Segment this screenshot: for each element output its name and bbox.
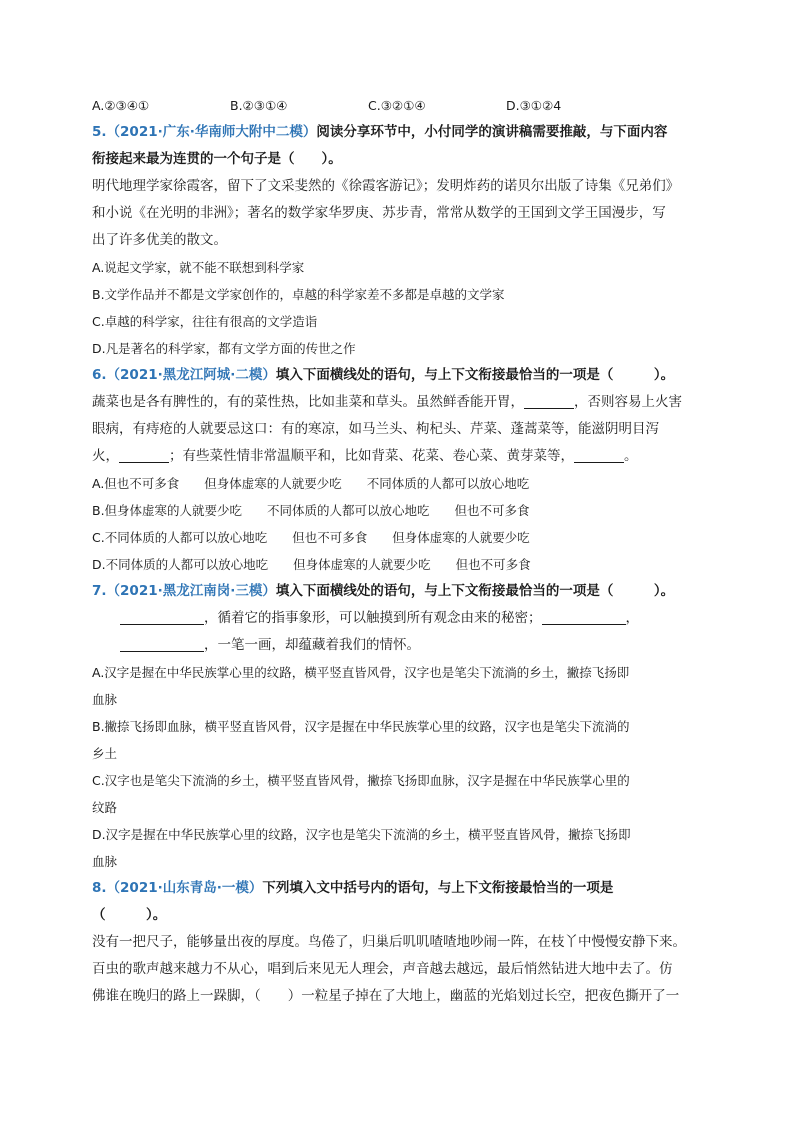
q8-stem-line2: （ ）。: [92, 907, 167, 923]
q7-source: （2021·黑龙江南岗·三模）: [106, 583, 276, 599]
q5-option-c[interactable]: C.卓越的科学家，往往有很高的文学造诣: [92, 314, 318, 329]
q4-option-a[interactable]: A.②③④①: [92, 98, 150, 113]
q6-option-a[interactable]: A.但也不可多食 但身体虚寒的人就要少吃 不同体质的人都可以放心地吃: [92, 476, 530, 491]
q8-source: （2021·山东青岛·一模）: [106, 880, 263, 896]
q7-number: 7.: [92, 583, 107, 599]
q8-passage-line: 佛谁在晚归的路上一跺脚，（ ）一粒星子掉在了大地上，幽蓝的光焰划过长空，把夜色撕开了一: [92, 988, 680, 1004]
q7-option-d-cont[interactable]: 血脉: [92, 854, 118, 869]
q7-passage-line1: [92, 605, 702, 632]
q6-blank-2: [119, 447, 169, 463]
q6-text: ，否则容易上火害: [574, 394, 682, 410]
q7-option-a[interactable]: A.汉字是握在中华民族掌心里的纹路，横平竖直皆风骨，汉字也是笔尖下流淌的乡土，撇捺飞扬即: [92, 665, 630, 680]
q7-text: ，一笔一画，却蕴藏着我们的情怀。: [204, 637, 420, 653]
q8-passage-line: 百虫的歌声越来越力不从心，唱到后来见无人理会，声音越去越远，最后悄然钻进大地中去了。仿: [92, 961, 673, 977]
q6-text: 火，: [92, 448, 119, 464]
q6-passage-line3: [92, 443, 702, 470]
q7-option-b-cont[interactable]: 乡土: [92, 746, 118, 761]
q6-text: ；有些菜性情非常温顺平和，比如背菜、花菜、卷心菜、黄芽菜等，: [169, 448, 574, 464]
q5-number: 5.: [92, 124, 107, 140]
q4-option-b[interactable]: B.②③①④: [230, 98, 288, 113]
q7-option-b[interactable]: B.撇捺飞扬即血脉，横平竖直皆风骨，汉字是握在中华民族掌心里的纹路，汉字也是笔尖下流淌的: [92, 719, 630, 734]
q5-option-d[interactable]: D.凡是著名的科学家，都有文学方面的传世之作: [92, 341, 356, 356]
q5-option-a[interactable]: A.说起文学家，就不能不联想到科学家: [92, 260, 305, 275]
q5-passage-line: 出了许多优美的散文。: [92, 232, 227, 248]
q5-option-b[interactable]: B.文学作品并不都是文学家创作的，卓越的科学家差不多都是卓越的文学家: [92, 287, 505, 302]
q6-text: 。: [624, 448, 638, 464]
q8-stem-line1: [92, 875, 702, 902]
q4-option-d[interactable]: D.③①②4: [506, 98, 562, 113]
q6-passage-line1: [92, 389, 702, 416]
q6-option-d[interactable]: D.不同体质的人都可以放心地吃 但身体虚寒的人就要少吃 但也不可多食: [92, 557, 531, 572]
q5-passage-line: 明代地理学家徐霞客，留下了文采斐然的《徐霞客游记》；发明炸药的诺贝尔出版了诗集《兄弟们》: [92, 178, 680, 194]
q6-number: 6.: [92, 367, 107, 383]
q6-passage-line2: 眼病，有痔疮的人就要忌这口：有的寒凉，如马兰头、枸杞头、芹菜、蓬蒿菜等，能滋阴明目泻: [92, 421, 659, 437]
q4-options: [92, 92, 702, 119]
q7-option-d[interactable]: D.汉字是握在中华民族掌心里的纹路，汉字也是笔尖下流淌的乡土，横平竖直皆风骨，撇捺飞扬即: [92, 827, 631, 842]
q7-text: ，循着它的指事象形，可以触摸到所有观念由来的秘密；: [204, 610, 542, 626]
q5-stem-line1: [92, 119, 702, 146]
q7-text: ，: [625, 610, 639, 626]
q7-option-c-cont[interactable]: 纹路: [92, 800, 118, 815]
q6-blank-1: [524, 393, 574, 409]
q8-number: 8.: [92, 880, 107, 896]
document-content: [92, 92, 702, 1010]
q6-source: （2021·黑龙江阿城·二模）: [106, 367, 276, 383]
q6-option-b[interactable]: B.但身体虚寒的人就要少吃 不同体质的人都可以放心地吃 但也不可多食: [92, 503, 530, 518]
q5-source: （2021·广东·华南师大附中二模）: [106, 124, 317, 140]
q5-stem: 阅读分享环节中，小付同学的演讲稿需要推敲，与下面内容: [316, 124, 668, 140]
q6-stem: 填入下面横线处的语句，与上下文衔接最恰当的一项是（ ）。: [275, 367, 675, 383]
q6-text: 蔬菜也是各有脾性的，有的菜性热，比如韭菜和草头。虽然鲜香能开胃，: [92, 394, 524, 410]
q8-stem: 下列填入文中括号内的语句，与上下文衔接最恰当的一项是: [262, 880, 614, 896]
q5-passage-line: 和小说《在光明的非洲》；著名的数学家华罗庚、苏步青，常常从数学的王国到文学王国漫步，写: [92, 205, 666, 221]
q7-stem: 填入下面横线处的语句，与上下文衔接最恰当的一项是（ ）。: [275, 583, 675, 599]
q6-blank-3: [574, 447, 624, 463]
q6-stem-line: [92, 362, 702, 389]
q7-blank-1: [120, 609, 204, 625]
q7-blank-3: [120, 636, 204, 652]
q7-option-c[interactable]: C.汉字也是笔尖下流淌的乡土，横平竖直皆风骨，撇捺飞扬即血脉，汉字是握在中华民族掌心里的: [92, 773, 630, 788]
q8-passage-line: 没有一把尺子，能够量出夜的厚度。鸟倦了，归巢后叽叽喳喳地吵闹一阵，在枝丫中慢慢安静下来。: [92, 934, 686, 950]
q7-option-a-cont[interactable]: 血脉: [92, 692, 118, 707]
q5-stem-line2: 衔接起来最为连贯的一个句子是（ ）。: [92, 151, 342, 167]
q7-blank-2: [542, 609, 626, 625]
q7-stem-line: [92, 578, 702, 605]
q7-passage-line2: [92, 632, 702, 659]
q6-option-c[interactable]: C.不同体质的人都可以放心地吃 但也不可多食 但身体虚寒的人就要少吃: [92, 530, 530, 545]
q4-option-c[interactable]: C.③②①④: [368, 98, 426, 113]
